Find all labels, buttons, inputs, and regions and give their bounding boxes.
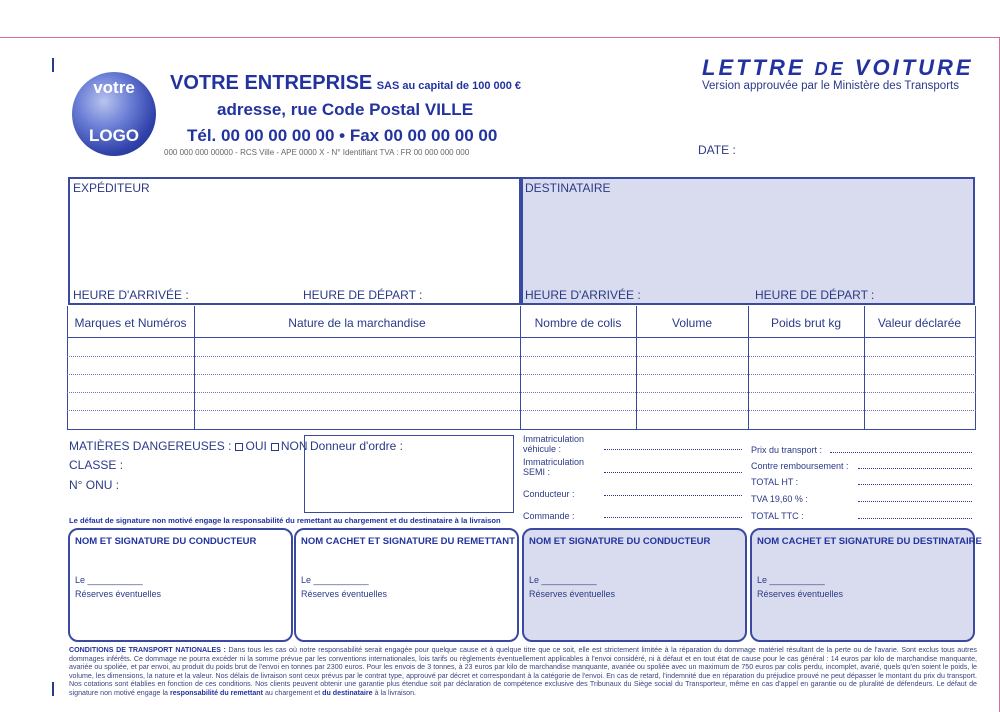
sender-arrival-label: HEURE D'ARRIVÉE :: [73, 288, 189, 302]
no-label: NON: [280, 439, 308, 453]
signature-date: Le ___________: [529, 575, 597, 585]
signature-title: NOM CACHET ET SIGNATURE DU DESTINATAIRE: [757, 536, 982, 547]
total-ht-field[interactable]: [858, 484, 972, 485]
order-label: Commande :: [523, 511, 575, 521]
col-header-marks: Marques et Numéros: [74, 316, 187, 330]
sender-departure-label: HEURE DE DÉPART :: [303, 288, 423, 302]
recipient-departure-label: HEURE DE DÉPART :: [755, 288, 875, 302]
logo-text-top: votre: [93, 78, 135, 97]
table-row[interactable]: [67, 392, 976, 393]
signature-date: Le ___________: [757, 575, 825, 585]
signature-title: NOM CACHET ET SIGNATURE DU REMETTANT: [301, 536, 515, 547]
sender-label: EXPÉDITEUR: [73, 181, 150, 195]
yes-checkbox[interactable]: [235, 443, 243, 451]
immat-vehicle-label: Immatriculation véhicule :: [523, 434, 585, 454]
logo-text-bottom: LOGO: [88, 126, 140, 145]
immat-semi-field[interactable]: [604, 472, 742, 473]
onu-label: N° ONU :: [69, 478, 120, 492]
signature-box-sender[interactable]: [294, 528, 519, 642]
signature-reserves: Réserves éventuelles: [529, 589, 616, 599]
recipient-box[interactable]: [521, 177, 975, 305]
signature-box-driver-delivery[interactable]: [522, 528, 747, 642]
conditions-body: Dans tous les cas où notre responsabilité serait engagée pour quelque cause et à quelque titre que ce soit, elle est strictement limitée à la réparation du dommage matériel résultant de la perte ou de l'avarie. Sont exclus tous autres dommages inférêts. Ce dommage ne pourra excéder ni la somme prévue par les conventions internationales, lois tarifs ou règlements éventuellement applicables à l'envoi considéré, ni à défaut et en tout état de cause pour le cas général : 14 euros par kilo de marchandise manquante, avariée ou spoliée, et par envoi, au produit du poids brut de l'envoi en tonnes par 2300 euros. Pour les envois de 3 tonnes, à 23 euros par kilo de marchandise manquante, avariée ou spoliée avec un maximum de 750 euros par colis perdu, incomplet, avarié, quels qu'en soient le poids, le volume, les dimensions, la nature et la valeur. Nos délais de livraison sont ceux prévus par le contrat type, approuvé par décret et correspondant à la catégorie de l'envoi. En cas de retard, l'indemnité due en réparation du préjudice prouvé ne peut dépasser le montant du prix du transport. Nos cotations sont établies en fonction de ces conditions. Nos clients peuvent obtenir une garantie plus étendue soit par déclaration de compétence exclusive des Tribunaux du Siège social du Transporteur, même en cas d'appel en garantie ou de pluralité de défendeurs. Le défaut de signature non motivé engage la: [69, 646, 977, 697]
dangerous-goods-label: MATIÈRES DANGEREUSES :: [69, 439, 232, 453]
total-ttc-label: TOTAL TTC :: [751, 511, 804, 521]
signature-reserves: Réserves éventuelles: [757, 589, 844, 599]
class-label: CLASSE :: [69, 458, 124, 472]
total-ht-label: TOTAL HT :: [751, 477, 799, 487]
col-header-volume: Volume: [671, 316, 713, 330]
sender-box[interactable]: [68, 177, 521, 305]
driver-label: Conducteur :: [523, 489, 575, 499]
col-header-value: Valeur déclarée: [877, 316, 962, 330]
dangerous-goods-line: [69, 439, 308, 453]
tva-label: TVA 19,60 % :: [751, 494, 808, 504]
donneur-ordre-label: Donneur d'ordre :: [310, 439, 404, 453]
company-phone-fax: Tél. 00 00 00 00 00 • Fax 00 00 00 00 00: [187, 126, 498, 145]
signature-box-driver-pickup[interactable]: [68, 528, 293, 642]
order-field[interactable]: [604, 517, 742, 518]
company-capital: SAS au capital de 100 000 €: [376, 80, 522, 92]
driver-field[interactable]: [604, 495, 742, 496]
table-row[interactable]: [67, 410, 976, 411]
signature-date: Le ___________: [75, 575, 143, 585]
document-subtitle: Version approuvée par le Ministère des Transports: [702, 80, 959, 92]
document-title: LETTRE DE VOITURE: [702, 55, 974, 80]
company-name: VOTRE ENTREPRISE: [170, 72, 373, 94]
tva-field[interactable]: [858, 501, 972, 502]
table-row[interactable]: [67, 356, 976, 357]
transport-price-field[interactable]: [830, 452, 972, 453]
recipient-arrival-label: HEURE D'ARRIVÉE :: [525, 288, 641, 302]
transport-conditions: CONDITIONS DE TRANSPORT NATIONALES : Dans tous les cas où notre responsabilité serait engagée pour quelque cause et à quelque titre que ce soit, elle est strictement limitée à la réparation du dommage matériel résultant de la perte ou de l'avarie. Sont exclus tous autres dommages inférêts. Ce dommage ne pourra excéder ni la somme prévue par les conventions internationales, lois tarifs ou règlements éventuellement applicables à l'envoi considéré, ni à défaut et en tout état de cause pour le cas général : 14 euros par kilo de marchandise manquante, avariée ou spoliée, et par envoi, au produit du poids brut de l'envoi en tonnes par 2300 euros. Pour les envois de 3 tonnes, à 23 euros par kilo de marchandise manquante, avariée ou spoliée avec un maximum de 750 euros par colis perdu, incomplet, avarié, quels qu'en soient le poids, le volume, les dimensions, la nature et la valeur. Nos délais de livraison sont ceux prévus par le contrat type, approuvé par décret et correspondant à la catégorie de l'envoi. En cas de retard, l'indemnité due en réparation du préjudice prouvé ne peut dépasser le montant du prix du transport. Nos cotations sont établies en fonction de ces conditions. Nos clients peuvent obtenir une garantie plus étendue soit par déclaration de compétence exclusive des Tribunaux du Siège social du Transporteur, même en cas d'appel en garantie ou de pluralité de défendeurs. Le défaut de signature non motivé engage la responsabilité du remettant au chargement et du destinataire à la livraison.: [69, 646, 977, 697]
no-checkbox[interactable]: [271, 443, 279, 451]
signature-box-recipient[interactable]: [750, 528, 982, 642]
signature-title: NOM ET SIGNATURE DU CONDUCTEUR: [529, 536, 711, 547]
company-address: adresse, rue Code Postal VILLE: [217, 100, 474, 119]
col-header-weight: Poids brut kg: [770, 316, 842, 330]
recipient-label: DESTINATAIRE: [525, 181, 611, 195]
company-name-line: [170, 72, 521, 95]
conditions-title: CONDITIONS DE TRANSPORT NATIONALES :: [69, 646, 226, 654]
binding-mark-bottom: [52, 682, 54, 696]
yes-label: OUI: [245, 439, 267, 453]
signature-date: Le ___________: [301, 575, 369, 585]
cod-field[interactable]: [858, 468, 972, 469]
table-row[interactable]: [67, 374, 976, 375]
col-header-nature: Nature de la marchandise: [288, 316, 426, 330]
immat-semi-label: Immatriculation SEMI :: [523, 457, 585, 477]
col-header-packages: Nombre de colis: [534, 316, 622, 330]
signature-reserves: Réserves éventuelles: [75, 589, 162, 599]
signature-reserves: Réserves éventuelles: [301, 589, 388, 599]
date-label: DATE :: [698, 143, 736, 157]
cod-label: Contre remboursement :: [751, 461, 849, 471]
company-logo: [72, 72, 156, 156]
company-legal-ids: 000 000 000 00000 - RCS Ville - APE 0000 X - N° Identifiant TVA : FR 00 000 000 000: [164, 148, 470, 157]
binding-mark-top: [52, 58, 54, 72]
goods-table: [67, 306, 976, 430]
total-ttc-field[interactable]: [858, 518, 972, 519]
immat-vehicle-field[interactable]: [604, 449, 742, 450]
transport-price-label: Prix du transport :: [751, 445, 823, 455]
signature-title: NOM ET SIGNATURE DU CONDUCTEUR: [75, 536, 257, 547]
signature-notice: Le défaut de signature non motivé engage la responsabilité du remettant au chargement et du destinataire à la livraison: [69, 516, 501, 525]
